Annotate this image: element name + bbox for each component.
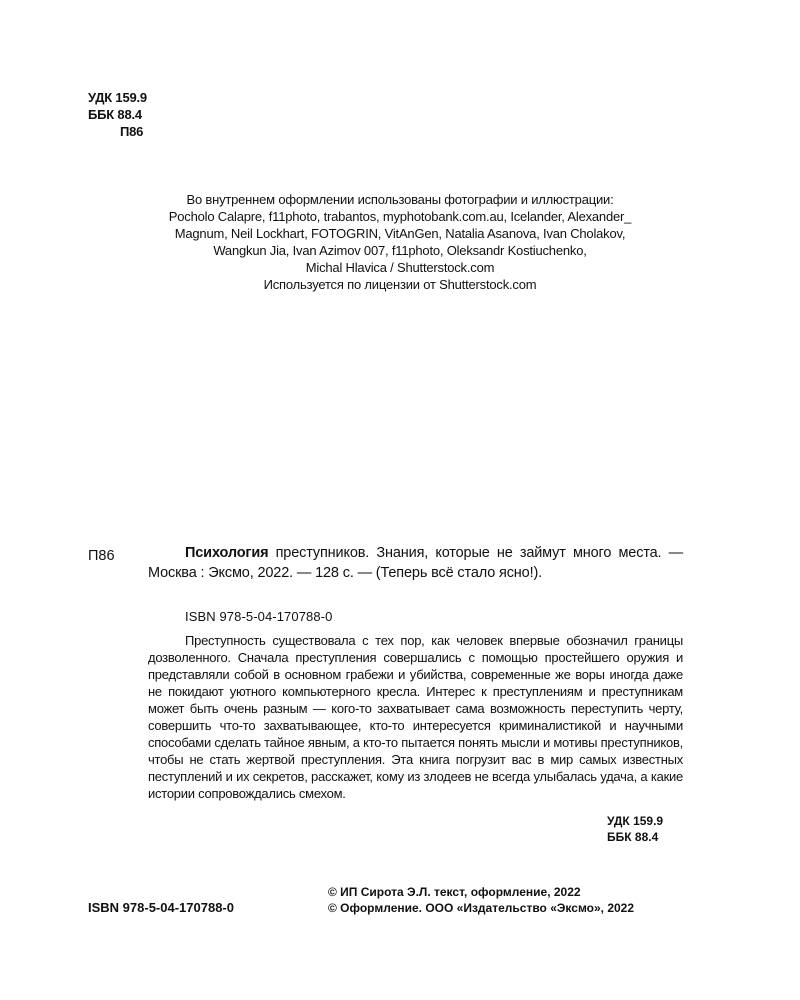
udk-code-bottom: УДК 159.9	[607, 814, 664, 828]
book-description: преступников. Знания, которые не займут много места. — Москва : Эксмо, 2022. — 128 с. — (Теперь всё стало ясно!).	[148, 545, 683, 581]
credits-line: Michal Hlavica / Shutterstock.com	[305, 260, 495, 275]
copyright-line-1: © ИП Сирота Э.Л. текст, оформление, 2022	[328, 885, 581, 899]
copyright-line-2: © Оформление. ООО «Издательство «Эксмо», 2022	[328, 901, 635, 915]
bbk-code: ББК 88.4	[88, 107, 142, 122]
copyright-block	[328, 884, 634, 916]
udk-code: УДК 159.9	[88, 90, 147, 105]
biblio-author-sign: П86	[88, 548, 115, 564]
credits-line: Wangkun Jia, Ivan Azimov 007, f11photo, Oleksandr Kostiuchenko,	[213, 243, 587, 258]
isbn-record: ISBN 978-5-04-170788-0	[185, 609, 333, 624]
classification-codes	[88, 89, 147, 140]
book-title-bold: Психология	[185, 545, 269, 561]
bbk-code-bottom: ББК 88.4	[607, 830, 659, 844]
image-credits	[80, 191, 720, 293]
isbn-footer: ISBN 978-5-04-170788-0	[88, 900, 234, 915]
credits-line: Magnum, Neil Lockhart, FOTOGRIN, VitAnGen, Natalia Asanova, Ivan Cholakov,	[174, 226, 626, 241]
credits-line: Во внутреннем оформлении использованы фотографии и иллюстрации:	[186, 192, 614, 207]
annotation-text: Преступность существовала с тех пор, как человек впервые обозначил границы дозволенного. Сначала преступления совершались с помощью простейшего оружия и представляли собой в основном грабежи и убийства, современные же воры иногда даже не покидают уютного компьютерного кресла. Интерес к преступлениям и преступникам может быть очень разным — кого-то захватывает сама возможность переступить черту, совершить что-то захватывающее, кто-то интересуется криминалистикой и научными способами сделать тайное явным, а кто-то пытается понять мысли и мотивы преступников, чтобы не стать жертвой преступления. Эта книга погрузит вас в мир самых известных пеступлений и их секретов, расскажет, кому из злодеев не всегда улыбалась удача, а какие истории сопровождались смехом.	[148, 633, 683, 801]
credits-line: Pocholo Calapre, f11photo, trabantos, myphotobank.com.au, Icelander, Alexander_	[168, 209, 632, 224]
bibliographic-record	[148, 543, 683, 583]
credits-line: Используется по лицензии от Shutterstock.com	[263, 277, 537, 292]
classification-codes-bottom	[607, 813, 663, 845]
annotation	[148, 632, 683, 802]
author-sign: П86	[120, 124, 144, 139]
